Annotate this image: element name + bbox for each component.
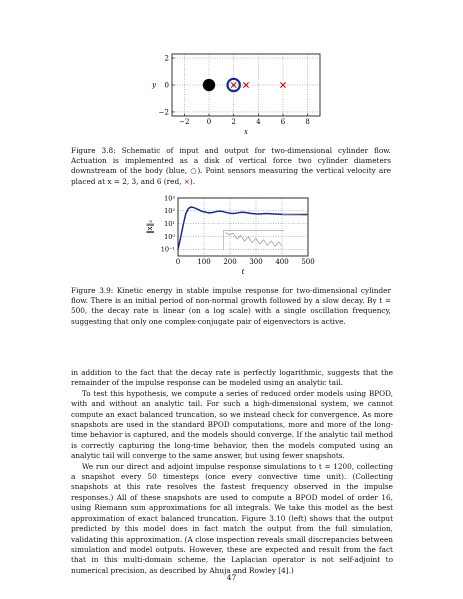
page-number: 47 <box>226 573 237 582</box>
y-tick-label: 10⁰ <box>164 232 175 241</box>
x-tick-label: 200 <box>223 258 237 266</box>
decay-tail-curve <box>282 215 308 216</box>
paragraph-2: To test this hypothesis, we compute a series of reduced order models using BPOD, with and without an analytic tail. For such a high-dimensional system, we cannot compute an exact balanced truncation, so we instead check for convergence. As more snapshots are used in the standard BPOD computations, more and more of the long-time behavior is captured, and the models should converge. If the analytic tail method is correctly capturing the long-time behavior, then the models computed using an analytic tail will converge to the same answer, but using fewer snapshots. <box>71 388 393 461</box>
x-tick-label: 0 <box>206 118 212 126</box>
x-axis-label: x <box>244 128 248 136</box>
kinetic-energy-curve <box>178 207 308 249</box>
x-tick-label: 6 <box>280 118 286 126</box>
figure-3-9-plot <box>138 194 328 284</box>
caption-text: Kinetic energy in stable impulse response for two-dimensional cylinder flow. There is an initial period of non-normal growth followed by a slow decay. By t = 500, the decay rate is linear (on a log scale) with a single oscillation frequency, suggesting that only one complex-conjugate pair of eigenvectors is active. <box>71 286 391 326</box>
y-tick-label: 0 <box>164 81 169 90</box>
body-text <box>71 368 393 576</box>
cylinder-body <box>203 79 215 91</box>
x-tick-label: 400 <box>275 258 289 266</box>
y-axis-label: y <box>152 81 156 89</box>
caption-text-middle: ). Point sensors measuring the vertical velocity are placed at x = 2, 3, and 6 (red, <box>71 166 392 186</box>
x-tick-label: 500 <box>301 258 315 266</box>
y-axis-label: ‖x‖₂ <box>146 220 154 234</box>
y-tick-label: 2 <box>164 54 169 63</box>
inset-oscillation-curve <box>226 232 283 246</box>
x-tick-label: 8 <box>305 118 310 126</box>
x-axis-label: t <box>241 268 245 276</box>
x-tick-label: 100 <box>197 258 211 266</box>
y-tick-label: 10³ <box>164 194 175 203</box>
caption-text: Schematic of input and output for two-dimensional cylinder flow. Actuation is implemented as a disk of vertical force two cylinder diameters downstream of the body (blue, <box>71 146 391 176</box>
figure-3-9-caption <box>71 286 391 327</box>
x-tick-label: 0 <box>175 258 181 266</box>
blue-circle-symbol: ○ <box>190 166 198 176</box>
x-tick-label: 300 <box>249 258 263 266</box>
plot-frame <box>178 198 308 256</box>
y-tick-label: 10² <box>164 207 175 216</box>
x-tick-label: −2 <box>179 118 190 126</box>
figure-3-8-caption <box>71 146 391 187</box>
figure-3-8-plot <box>130 48 330 143</box>
x-tick-label: 4 <box>256 118 261 126</box>
y-tick-label: 10¹ <box>164 220 175 229</box>
caption-label: Figure 3.8: <box>71 146 116 155</box>
paragraph-1: in addition to the fact that the decay rate is perfectly logarithmic, suggests that the remainder of the impulse response can be modeled using an analytic tail. <box>71 368 393 388</box>
x-tick-label: 2 <box>231 118 236 126</box>
red-cross-symbol: × <box>183 176 190 186</box>
y-tick-label: 10⁻¹ <box>160 245 175 254</box>
paragraph-3: We run our direct and adjoint impulse response simulations to t = 1200, collecting a snapshot every 50 timesteps (once every convective time unit). (Collecting snapshots at this rate resolves the fastest frequency observed in the impulse responses.) All of these snapshots are used to compute a BPOD model of order 16, using Riemann sum approximations for all integrals. We take this model as the best approximation of exact balanced truncation. Figure 3.10 (left) shows that the output predicted by this model does in fact match the output from the full simulation, validating this approximation. (A close inspection reveals small discrepancies between simulation and model outputs. However, these are expected and result from the fact that in this multi-domain scheme, the Laplacian operator is not self-adjoint to numerical precision, as described by Ahuja and Rowley [4].) <box>71 461 393 575</box>
y-tick-label: −2 <box>158 108 169 117</box>
caption-label: Figure 3.9: <box>71 286 114 295</box>
caption-text-end: ). <box>189 176 196 186</box>
